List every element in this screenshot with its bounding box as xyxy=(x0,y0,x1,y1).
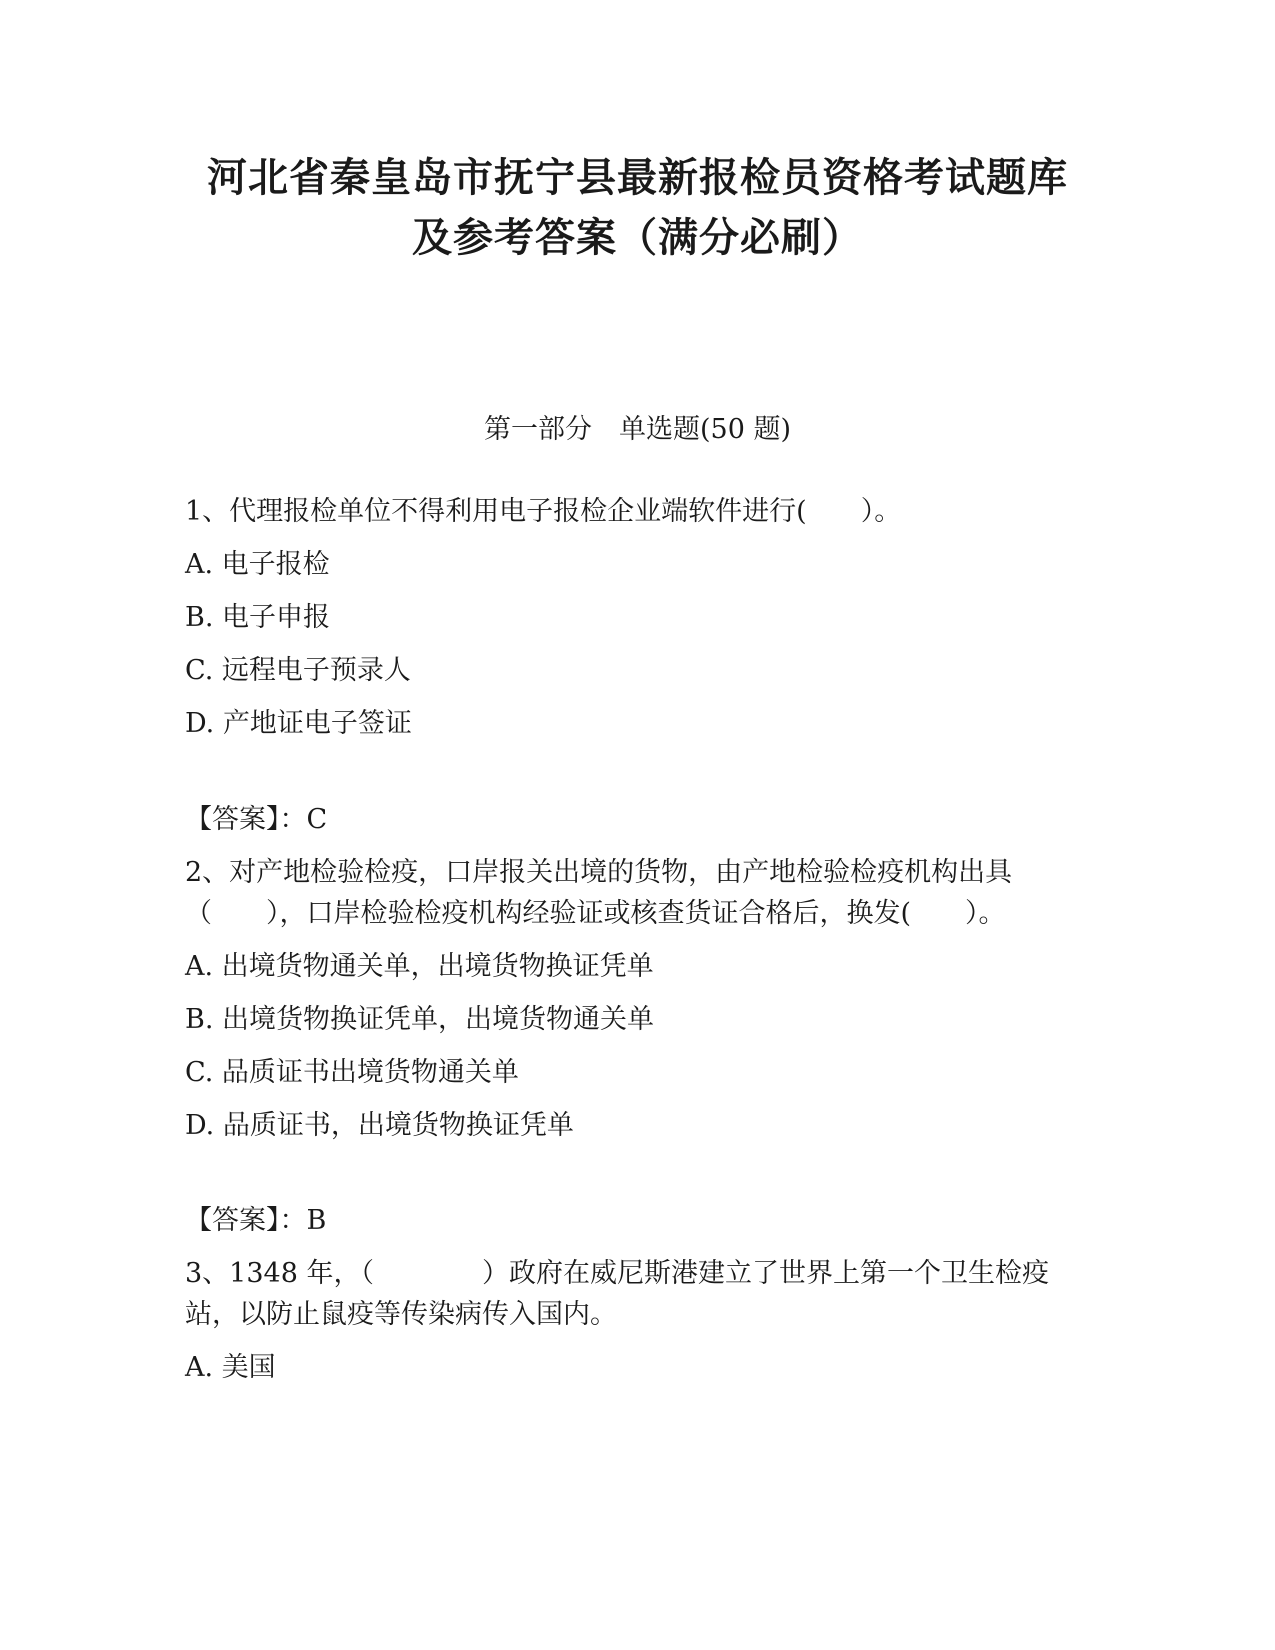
question-2-option-a: A. 出境货物通关单，出境货物换证凭单 xyxy=(185,951,654,982)
question-1-stem: 1、代理报检单位不得利用电子报检企业端软件进行( ）。 xyxy=(185,496,902,527)
section-heading: 第一部分 单选题(50 题) xyxy=(483,414,791,445)
question-2-answer: 【答案】：B xyxy=(185,1205,327,1236)
question-1-option-a: A. 电子报检 xyxy=(185,549,330,580)
question-2-option-c: C. 品质证书出境货物通关单 xyxy=(185,1057,519,1088)
question-2-stem-line-1: 2、对产地检验检疫，口岸报关出境的货物，由产地检验检疫机构出具 xyxy=(185,857,1013,888)
question-3-stem-line-2: 站，以防止鼠疫等传染病传入国内。 xyxy=(185,1299,617,1330)
question-2-stem-line-2: （ ），口岸检验检疫机构经验证或核查货证合格后，换发( ）。 xyxy=(185,898,1006,929)
question-2-option-b: B. 出境货物换证凭单，出境货物通关单 xyxy=(185,1004,655,1035)
document-title-line-2: 及参考答案（满分必刷） xyxy=(412,215,863,261)
question-1-answer: 【答案】：C xyxy=(185,804,328,835)
question-1-option-d: D. 产地证电子签证 xyxy=(185,708,412,739)
question-1-option-c: C. 远程电子预录人 xyxy=(185,655,411,686)
question-3-option-a: A. 美国 xyxy=(185,1352,276,1383)
question-1-option-b: B. 电子申报 xyxy=(185,602,331,633)
question-3-stem-line-1: 3、1348 年，（ ）政府在威尼斯港建立了世界上第一个卫生检疫 xyxy=(185,1258,1049,1289)
question-2-option-d: D. 品质证书，出境货物换证凭单 xyxy=(185,1110,574,1141)
document-title-line-1: 河北省秦皇岛市抚宁县最新报检员资格考试题库 xyxy=(207,155,1068,201)
